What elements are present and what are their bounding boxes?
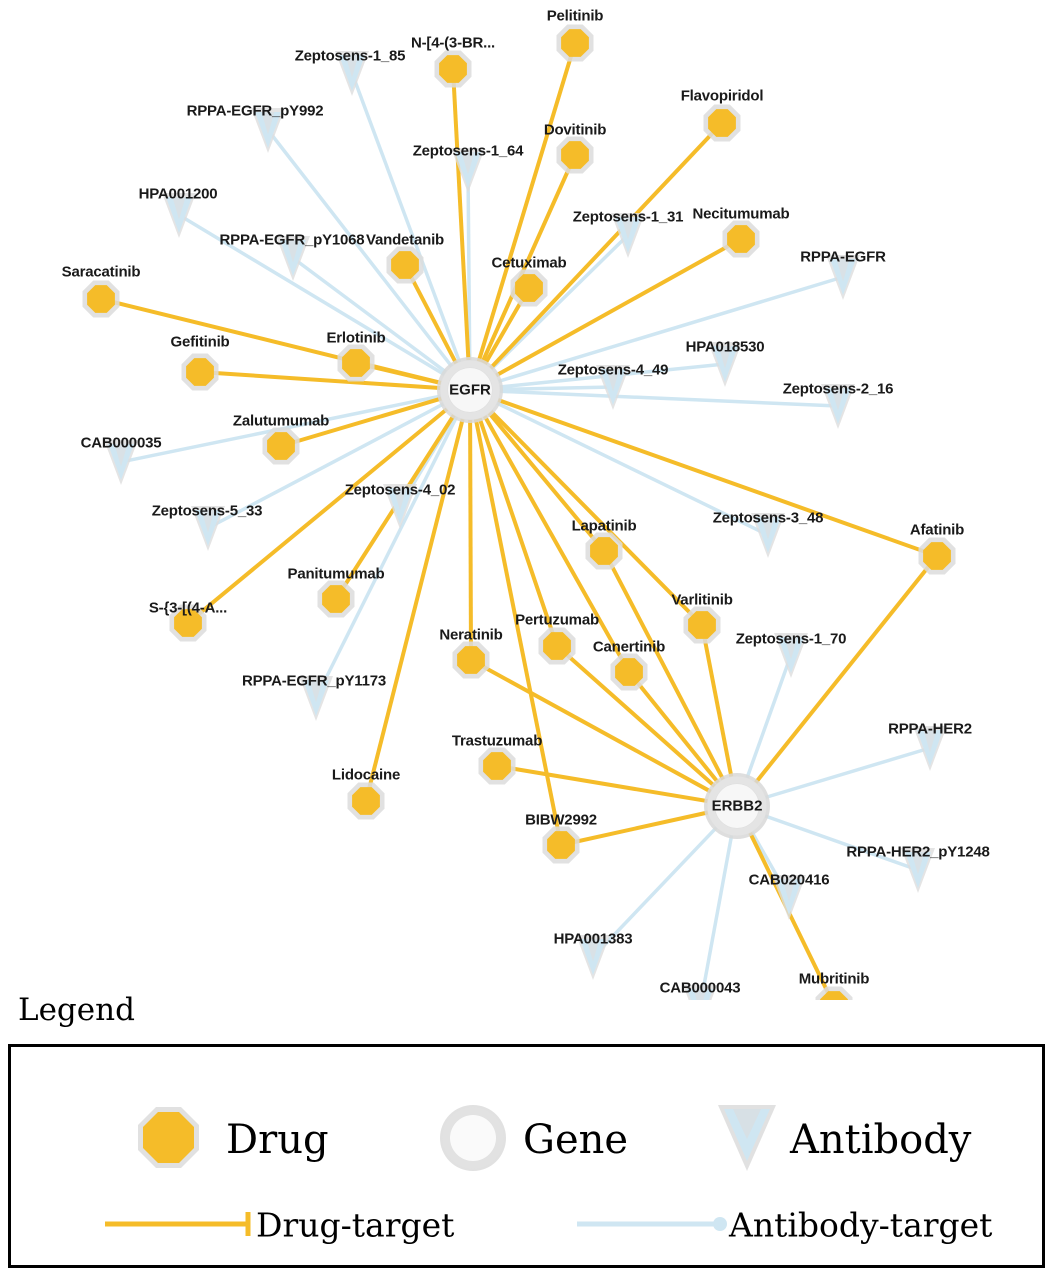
drug-label: Lidocaine <box>331 766 401 784</box>
drug-node[interactable] <box>557 25 594 62</box>
legend-antibody-edge <box>577 1217 727 1231</box>
drug-node[interactable] <box>557 137 594 174</box>
legend-drug-icon <box>138 1107 199 1168</box>
antibody-label: Zeptosens-1_70 <box>735 630 847 648</box>
drug-octagon-icon <box>708 109 736 137</box>
drug-label: Necitumumab <box>692 205 790 223</box>
drug-node[interactable] <box>263 428 300 465</box>
drug-label: Pelitinib <box>546 7 604 25</box>
drug-node[interactable] <box>453 642 490 679</box>
drug-node[interactable] <box>479 748 516 785</box>
drug-node[interactable] <box>611 654 648 691</box>
antibody-label: Zeptosens-2_16 <box>782 380 894 398</box>
antibody-label: HPA018530 <box>685 338 765 356</box>
drug-octagon-icon <box>391 251 419 279</box>
graph-edge <box>352 73 460 362</box>
drug-node[interactable] <box>83 281 120 318</box>
antibody-label: RPPA-HER2 <box>888 720 972 738</box>
drug-octagon-icon <box>923 542 951 570</box>
legend-label-antibody: Antibody <box>790 1117 972 1163</box>
drug-label: Vandetanib <box>365 231 445 249</box>
drug-label: N-[4-(3-BR... <box>410 34 496 52</box>
drug-octagon-icon <box>727 225 755 253</box>
graph-edge <box>470 420 471 660</box>
legend-label-drug-target: Drug-target <box>256 1205 455 1245</box>
antibody-label: CAB000043 <box>659 979 741 997</box>
drug-label: Pertuzumab <box>515 611 599 629</box>
drug-label: Erlotinib <box>326 329 386 347</box>
drug-label: Neratinib <box>439 626 503 644</box>
gene-label: EGFR <box>449 381 491 399</box>
drug-label: Mubritinib <box>798 970 870 988</box>
graph-edge <box>700 836 732 1000</box>
drug-label: Flavopiridol <box>680 87 764 105</box>
drug-label: Afatinib <box>909 521 965 539</box>
graph-edge <box>479 43 575 361</box>
drug-label: Cetuximab <box>491 254 567 272</box>
drug-node[interactable] <box>435 51 472 88</box>
antibody-label: Zeptosens-1_31 <box>572 208 684 226</box>
drug-node[interactable] <box>387 247 424 284</box>
drug-label: Varlitinib <box>671 591 733 609</box>
drug-octagon-icon <box>515 274 543 302</box>
drug-octagon-icon <box>342 349 370 377</box>
drug-octagon-icon <box>439 55 467 83</box>
antibody-label: CAB000035 <box>80 434 162 452</box>
drug-label: Trastuzumab <box>451 732 543 750</box>
drug-node[interactable] <box>539 628 576 665</box>
drug-label: BIBW2992 <box>525 811 597 829</box>
drug-node[interactable] <box>543 827 580 864</box>
legend-drug-edge <box>105 1212 248 1236</box>
drug-node[interactable] <box>684 607 721 644</box>
drug-label: Panitumumab <box>287 565 385 583</box>
drug-octagon-icon <box>561 29 589 57</box>
graph-edge <box>766 748 930 797</box>
graph-edge <box>756 556 937 783</box>
graph-edge <box>702 625 731 777</box>
drug-node[interactable] <box>511 270 548 307</box>
drug-octagon-icon <box>543 632 571 660</box>
graph-edge <box>498 400 937 556</box>
legend-box <box>8 1044 1045 1268</box>
drug-node[interactable] <box>816 987 853 1001</box>
antibody-label: RPPA-EGFR_pY1068 <box>219 231 365 249</box>
drug-node[interactable] <box>338 345 375 382</box>
drug-label: Zalutumumab <box>232 412 330 430</box>
antibody-label: HPA001383 <box>553 930 633 948</box>
legend-label-antibody-target: Antibody-target <box>729 1205 993 1245</box>
legend-antibody-icon <box>718 1105 776 1171</box>
antibody-label: Zeptosens-5_33 <box>151 502 263 520</box>
drug-node[interactable] <box>919 538 956 575</box>
antibody-label: RPPA-EGFR_pY992 <box>186 102 324 120</box>
antibody-label: RPPA-EGFR <box>800 248 886 266</box>
drug-node[interactable] <box>723 221 760 258</box>
drug-octagon-icon <box>561 141 589 169</box>
legend-title: Legend <box>18 992 135 1028</box>
drug-label: Saracatinib <box>61 263 141 281</box>
antibody-label: RPPA-HER2_pY1248 <box>846 843 990 861</box>
antibody-label: CAB020416 <box>748 871 830 889</box>
drug-node[interactable] <box>704 105 741 142</box>
drug-octagon-icon <box>547 831 575 859</box>
drug-octagon-icon <box>87 285 115 313</box>
drug-node[interactable] <box>586 533 623 570</box>
antibody-label: Zeptosens-1_85 <box>294 47 406 65</box>
graph-edge <box>491 123 722 368</box>
drug-octagon-icon <box>590 537 618 565</box>
drug-octagon-icon <box>267 432 295 460</box>
graph-edge <box>747 655 791 778</box>
antibody-label: Zeptosens-4_49 <box>557 361 669 379</box>
drug-label: Dovitinib <box>543 121 607 139</box>
gene-label: ERBB2 <box>711 797 763 815</box>
graph-edge <box>453 69 468 360</box>
antibody-label: HPA001200 <box>138 185 218 203</box>
legend-label-drug: Drug <box>226 1117 329 1163</box>
drug-node[interactable] <box>348 783 385 820</box>
antibody-label: RPPA-EGFR_pY1173 <box>241 672 387 690</box>
antibody-label: Zeptosens-4_02 <box>344 481 456 499</box>
legend-gene-icon <box>440 1105 506 1171</box>
legend-label-gene: Gene <box>523 1117 629 1163</box>
graph-edge <box>499 277 843 381</box>
graph-edge <box>500 387 613 389</box>
drug-node[interactable] <box>182 354 219 391</box>
drug-octagon-icon <box>322 585 350 613</box>
drug-octagon-icon <box>615 658 643 686</box>
drug-label: Canertinib <box>592 638 666 656</box>
drug-label: Gefitinib <box>170 333 230 351</box>
drug-octagon-icon <box>457 646 485 674</box>
drug-octagon-icon <box>352 787 380 815</box>
drug-octagon-icon <box>483 752 511 780</box>
drug-label: Lapatinib <box>571 517 637 535</box>
drug-label: S-{3-[(4-A... <box>148 599 228 617</box>
drug-node[interactable] <box>318 581 355 618</box>
drug-octagon-icon <box>186 358 214 386</box>
antibody-label: Zeptosens-3_48 <box>712 509 824 527</box>
antibody-label: Zeptosens-1_64 <box>412 142 524 160</box>
drug-octagon-icon <box>688 611 716 639</box>
